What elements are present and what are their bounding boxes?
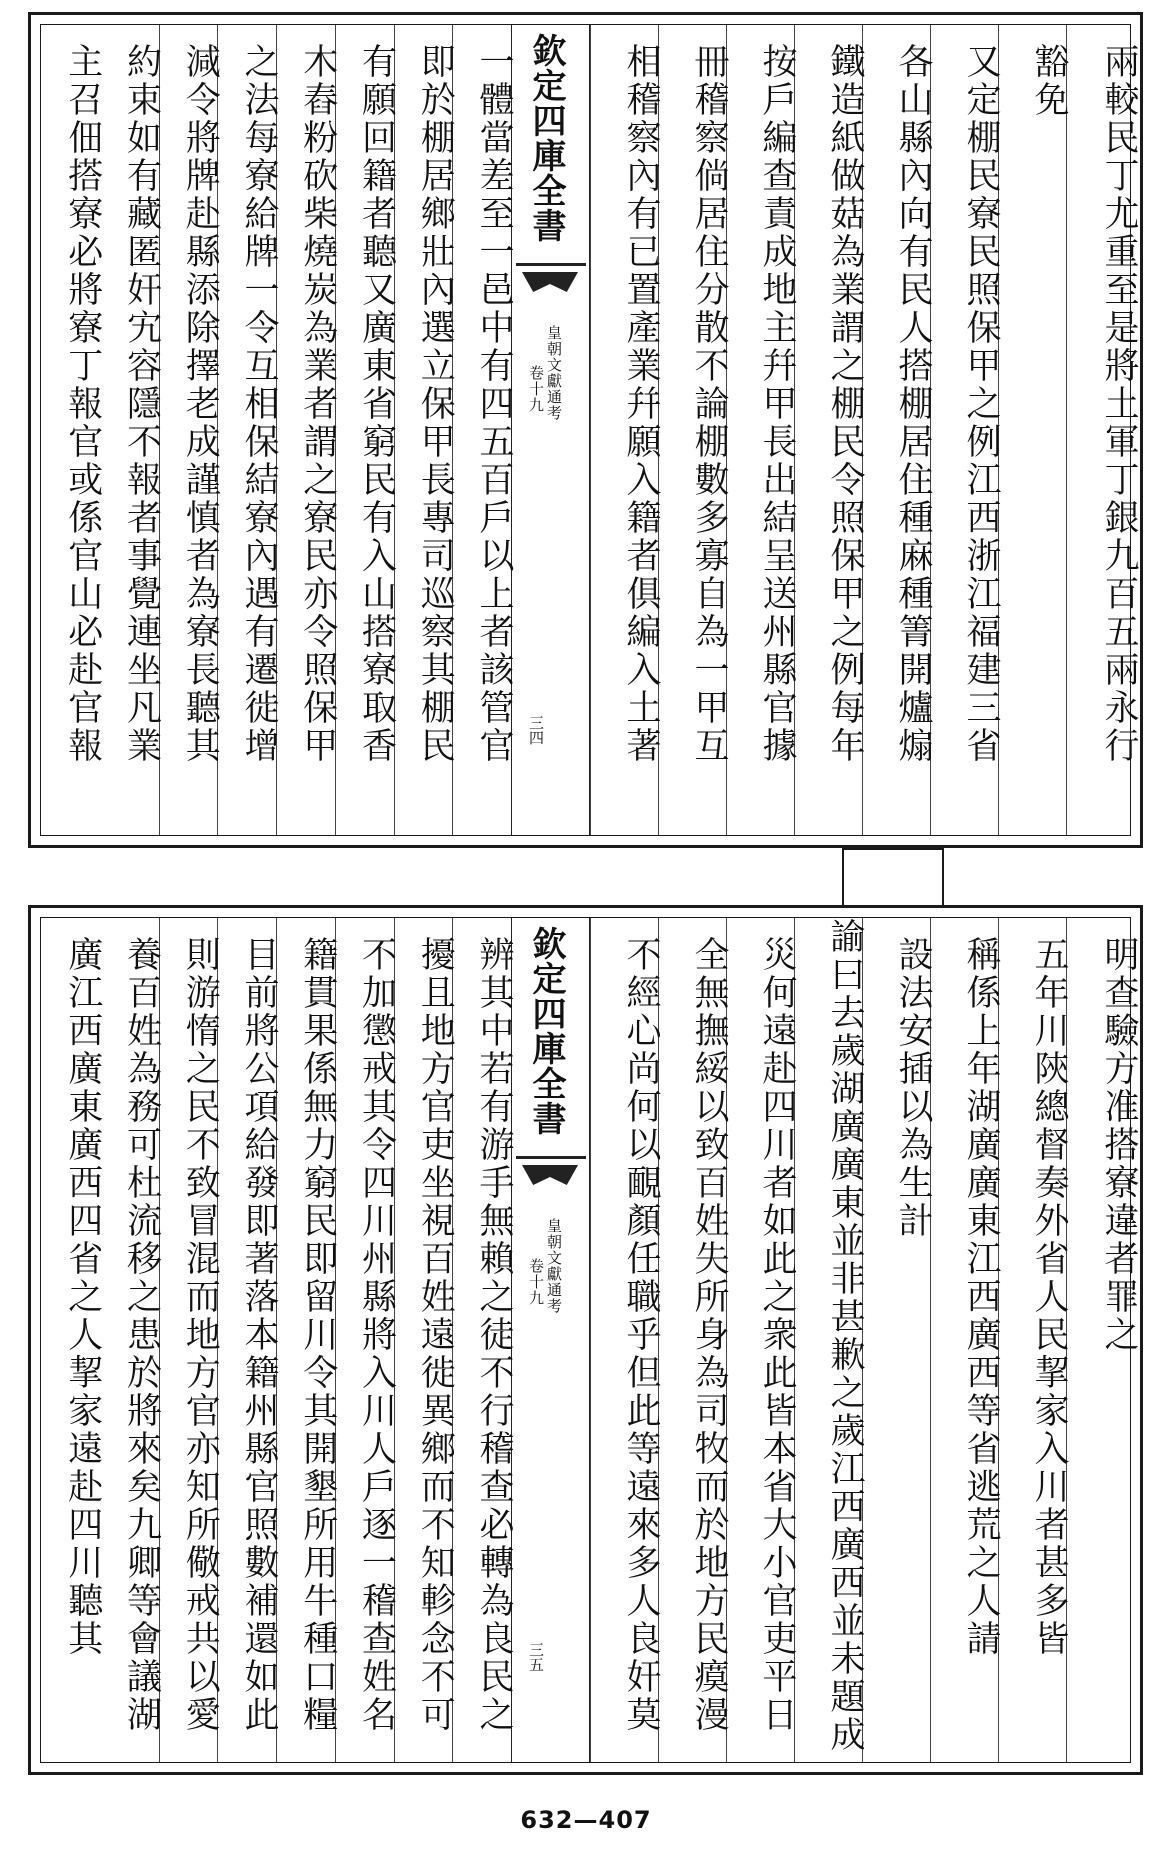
text-column: 災何遠赴四川者如此之衆此皆本省大小官吏平日	[726, 918, 794, 1762]
frame-step	[842, 848, 944, 908]
text-column: 木舂粉砍柴燒炭為業者謂之寮民亦令照保甲	[276, 25, 335, 835]
top-page-frame	[28, 12, 1143, 848]
text-column: 不加懲戒其令四川州縣將入川人戶逐一稽查姓名	[335, 918, 394, 1762]
text-column: 擾且地方官吏坐視百姓遠徙異鄉而不知軫念不可	[394, 918, 453, 1762]
bottom-page-inner-frame	[40, 917, 1139, 1763]
text-column: 有願回籍者聽又廣東省窮民有入山搭寮取香	[335, 25, 394, 835]
text-column: 明查驗方准搭寮違者罪之	[1066, 918, 1136, 1762]
text-column: 五年川陝總督奏外省人民挈家入川者甚多皆	[998, 918, 1066, 1762]
text-column: 又定棚民寮民照保甲之例江西浙江福建三省	[930, 25, 998, 835]
text-column: 冊稽察倘居住分散不論棚數多寡自為一甲互	[658, 25, 726, 835]
fish-tail-mark	[516, 263, 586, 316]
center-title: 欽定四庫全書	[526, 926, 566, 1136]
text-column: 則游惰之民不致冒混而地方官亦知所儆戒共以愛	[159, 918, 218, 1762]
center-fold	[511, 25, 590, 835]
text-column: 約束如有藏匿奸宄容隱不報者事覺連坐凡業	[121, 43, 162, 765]
text-column: 即於棚居鄉壯內選立保甲長專司巡察其棚民	[394, 25, 453, 835]
text-column: 辨其中若有游手無賴之徒不行稽查必轉為良民之	[452, 918, 511, 1762]
text-column: 各山縣內向有民人搭棚居住種麻種箐開爐煽	[862, 25, 930, 835]
center-volume: 卷十九	[527, 1258, 545, 1306]
text-column: 設法安插以為生計	[862, 918, 930, 1762]
text-column: 目前將公項給發即著落本籍州縣官照數補還如此	[217, 918, 276, 1762]
text-column: 豁免	[998, 25, 1066, 835]
text-column: 一體當差至一邑中有四五百戶以上者該管官	[452, 25, 511, 835]
center-book-title: 皇朝文獻通考	[545, 1218, 563, 1314]
text-column: 稱係上年湖廣廣東江西廣西等省逃荒之人請	[930, 918, 998, 1762]
text-column: 不經心尚何以靦顏任職乎但此等遠來多人良奸莫	[590, 918, 658, 1762]
text-column: 籍貫果係無力窮民即留川令其開墾所用牛種口糧	[276, 918, 335, 1762]
folio-number: 632—407	[520, 1806, 652, 1834]
text-column: 全無撫綏以致百姓失所身為司牧而於地方民瘼漫	[658, 918, 726, 1762]
text-column: 之法每寮給牌一令互相保結寮內遇有遷徙增	[217, 25, 276, 835]
text-column: 減令將牌赴縣添除擇老成謹慎者為寮長聽其	[159, 25, 218, 835]
text-column: 廣江西廣東廣西四省之人挈家遠赴四川聽其	[62, 936, 103, 1658]
fish-tail-mark	[516, 1156, 586, 1209]
text-column: 兩較民丁尤重至是將土軍丁銀九百五兩永行	[1066, 25, 1136, 835]
center-title: 欽定四庫全書	[526, 33, 566, 243]
text-column-raised: 諭曰去歲湖廣廣東並非甚歉之歲江西廣西並未題成	[794, 918, 862, 1762]
center-volume: 卷十九	[527, 365, 545, 413]
text-column: 主召佃搭寮必將寮丁報官或係官山必赴官報	[62, 43, 103, 765]
text-column: 養百姓為務可杜流移之患於將來矣九卿等會議湖	[121, 936, 162, 1734]
center-book-title: 皇朝文獻通考	[545, 325, 563, 421]
center-fold	[511, 918, 590, 1762]
center-page-number: 三四	[527, 715, 545, 745]
bottom-page-frame	[28, 905, 1143, 1775]
text-column: 按戶編查責成地主幷甲長出結呈送州縣官據	[726, 25, 794, 835]
top-page-inner-frame	[40, 24, 1139, 836]
center-page-number: 三五	[527, 1642, 545, 1672]
text-column: 鐵造紙做菇為業謂之棚民令照保甲之例每年	[794, 25, 862, 835]
text-column: 相稽察內有已置產業幷願入籍者俱編入土著	[590, 25, 658, 835]
